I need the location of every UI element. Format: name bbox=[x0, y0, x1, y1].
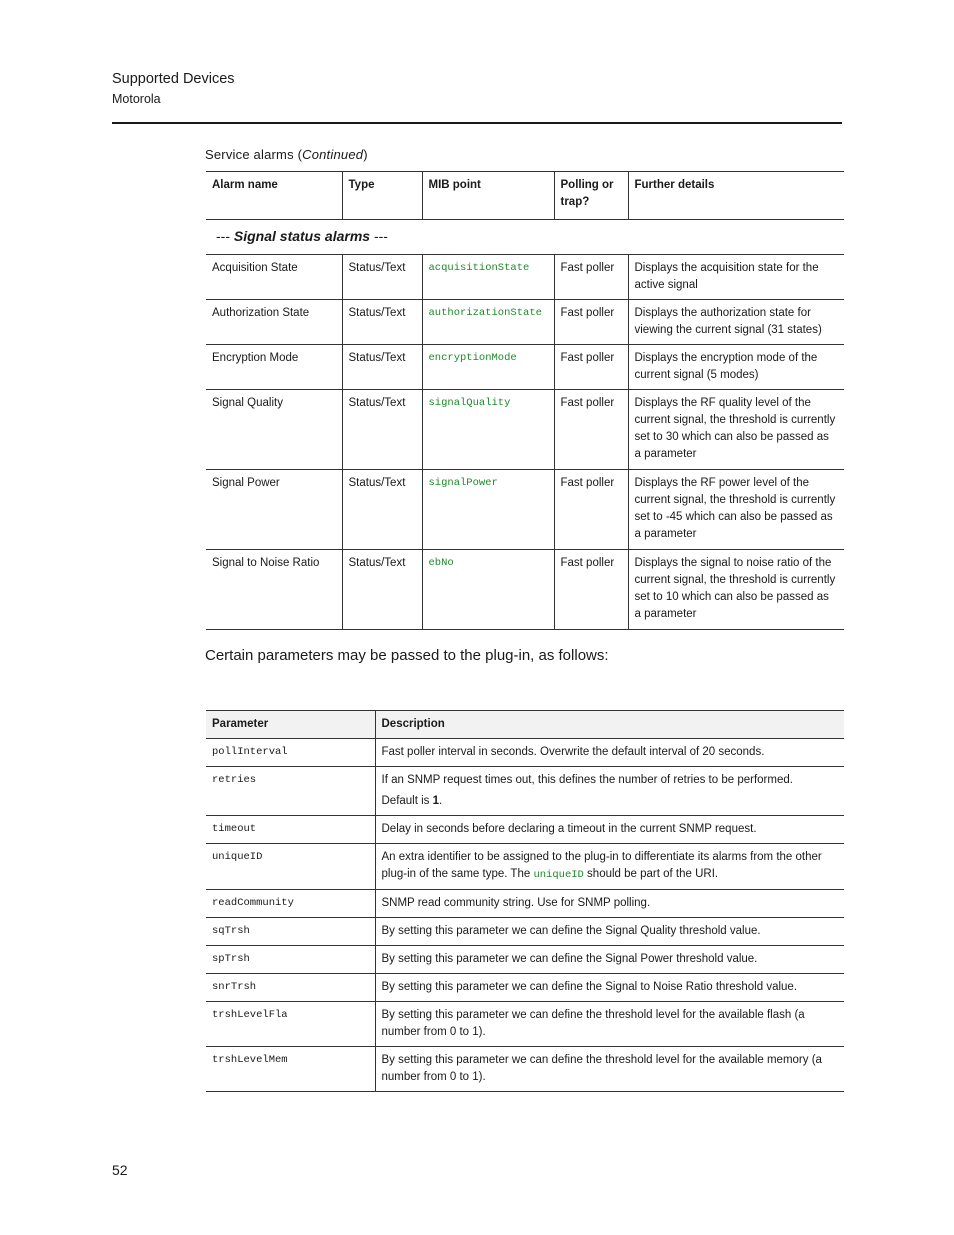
caption-continued: Continued bbox=[302, 147, 364, 162]
mib-point: authorizationState bbox=[422, 300, 554, 345]
table-row bbox=[206, 470, 844, 550]
section-heading bbox=[206, 220, 844, 255]
table-caption bbox=[205, 147, 368, 162]
table-row bbox=[206, 890, 844, 918]
parameter-name: readCommunity bbox=[206, 890, 375, 918]
parameter-description: By setting this parameter we can define the Signal Power threshold value. bbox=[375, 946, 844, 974]
alarm-name: Encryption Mode bbox=[206, 345, 342, 390]
column-header: Further details bbox=[628, 172, 844, 220]
alarm-type: Status/Text bbox=[342, 255, 422, 300]
table-row bbox=[206, 550, 844, 630]
alarm-name: Signal Quality bbox=[206, 390, 342, 470]
running-header-title: Supported Devices bbox=[112, 71, 235, 87]
alarm-type: Status/Text bbox=[342, 470, 422, 550]
polling: Fast poller bbox=[554, 345, 628, 390]
polling: Fast poller bbox=[554, 470, 628, 550]
alarm-type: Status/Text bbox=[342, 390, 422, 470]
parameter-description bbox=[375, 844, 844, 890]
parameter-description bbox=[375, 767, 844, 816]
column-header: Parameter bbox=[212, 718, 269, 730]
further-details: Displays the encryption mode of the current signal (5 modes) bbox=[628, 345, 844, 390]
table-header-row bbox=[206, 172, 844, 220]
alarm-name: Authorization State bbox=[206, 300, 342, 345]
table-row bbox=[206, 946, 844, 974]
further-details: Displays the authorization state for viewing the current signal (31 states) bbox=[628, 300, 844, 345]
further-details: Displays the RF quality level of the current signal, the threshold is currently set to 30 which can also be passed as a parameter bbox=[628, 390, 844, 470]
section-row bbox=[206, 220, 844, 255]
section-dashes: --- bbox=[216, 228, 234, 244]
mib-point: signalPower bbox=[422, 470, 554, 550]
parameters-table bbox=[206, 710, 844, 1092]
table-row bbox=[206, 345, 844, 390]
parameter-description: By setting this parameter we can define the threshold level for the available flash (a number from 0 to 1). bbox=[375, 1002, 844, 1047]
parameters-intro: Certain parameters may be passed to the plug-in, as follows: bbox=[205, 647, 609, 664]
further-details: Displays the signal to noise ratio of the current signal, the threshold is currently set to 10 which can also be passed as a parameter bbox=[628, 550, 844, 630]
default-suffix: . bbox=[439, 795, 443, 807]
parameter-description: Delay in seconds before declaring a timeout in the current SNMP request. bbox=[375, 816, 844, 844]
parameter-name: trshLevelFla bbox=[206, 1002, 375, 1047]
parameter-description: By setting this parameter we can define the Signal to Noise Ratio threshold value. bbox=[375, 974, 844, 1002]
column-header: Type bbox=[342, 172, 422, 220]
caption-suffix: ) bbox=[363, 147, 368, 162]
parameter-description: Fast poller interval in seconds. Overwrite the default interval of 20 seconds. bbox=[375, 739, 844, 767]
description-line: If an SNMP request times out, this defines the number of retries to be performed. bbox=[381, 774, 793, 786]
description-default bbox=[382, 793, 839, 810]
table-row bbox=[206, 974, 844, 1002]
alarm-type: Status/Text bbox=[342, 550, 422, 630]
mib-point: ebNo bbox=[422, 550, 554, 630]
polling: Fast poller bbox=[554, 550, 628, 630]
parameter-name: uniqueID bbox=[206, 844, 375, 890]
mib-point: encryptionMode bbox=[422, 345, 554, 390]
header-divider bbox=[112, 122, 842, 124]
table-row bbox=[206, 767, 844, 816]
table-row bbox=[206, 816, 844, 844]
alarm-type: Status/Text bbox=[342, 345, 422, 390]
caption-prefix: Service alarms ( bbox=[205, 147, 303, 162]
further-details: Displays the RF power level of the current signal, the threshold is currently set to -45 which can also be passed as a parameter bbox=[628, 470, 844, 550]
alarm-type: Status/Text bbox=[342, 300, 422, 345]
default-prefix: Default is bbox=[381, 795, 433, 807]
table-row bbox=[206, 390, 844, 470]
column-header: Description bbox=[375, 711, 844, 739]
parameter-name: timeout bbox=[206, 816, 375, 844]
parameter-name: sqTrsh bbox=[206, 918, 375, 946]
polling: Fast poller bbox=[554, 390, 628, 470]
inline-code: uniqueID bbox=[533, 869, 584, 881]
table-header-row bbox=[206, 711, 844, 739]
description-text: should be part of the URI. bbox=[583, 868, 719, 880]
polling: Fast poller bbox=[554, 300, 628, 345]
mib-point: acquisitionState bbox=[422, 255, 554, 300]
parameter-description: By setting this parameter we can define the threshold level for the available memory (a number from 0 to 1). bbox=[375, 1047, 844, 1092]
parameter-name: pollInterval bbox=[206, 739, 375, 767]
table-row bbox=[206, 255, 844, 300]
parameter-name: trshLevelMem bbox=[206, 1047, 375, 1092]
alarm-name: Acquisition State bbox=[206, 255, 342, 300]
description-text: An extra identifier to be assigned to the plug-in to differentiate its alarms from the other plug-in of the same type. The bbox=[381, 851, 822, 880]
service-alarms-table bbox=[206, 171, 844, 630]
table-row bbox=[206, 1002, 844, 1047]
table-row bbox=[206, 844, 844, 890]
column-header: Alarm name bbox=[212, 179, 278, 191]
parameter-name: retries bbox=[206, 767, 375, 816]
column-header: MIB point bbox=[422, 172, 554, 220]
parameter-name: spTrsh bbox=[206, 946, 375, 974]
table-row bbox=[206, 300, 844, 345]
section-dashes: --- bbox=[370, 228, 388, 244]
table-row bbox=[206, 918, 844, 946]
table-row bbox=[206, 739, 844, 767]
table-row bbox=[206, 1047, 844, 1092]
alarm-name: Signal Power bbox=[206, 470, 342, 550]
running-header-subtitle: Motorola bbox=[112, 92, 161, 106]
polling: Fast poller bbox=[554, 255, 628, 300]
mib-point: signalQuality bbox=[422, 390, 554, 470]
alarm-name: Signal to Noise Ratio bbox=[206, 550, 342, 630]
parameter-description: By setting this parameter we can define the Signal Quality threshold value. bbox=[375, 918, 844, 946]
page-number: 52 bbox=[112, 1162, 128, 1178]
parameter-description: SNMP read community string. Use for SNMP polling. bbox=[375, 890, 844, 918]
further-details: Displays the acquisition state for the active signal bbox=[628, 255, 844, 300]
default-value: 1 bbox=[432, 795, 440, 807]
parameter-name: snrTrsh bbox=[206, 974, 375, 1002]
section-title: Signal status alarms bbox=[233, 228, 371, 244]
column-header: Polling or trap? bbox=[554, 172, 628, 220]
